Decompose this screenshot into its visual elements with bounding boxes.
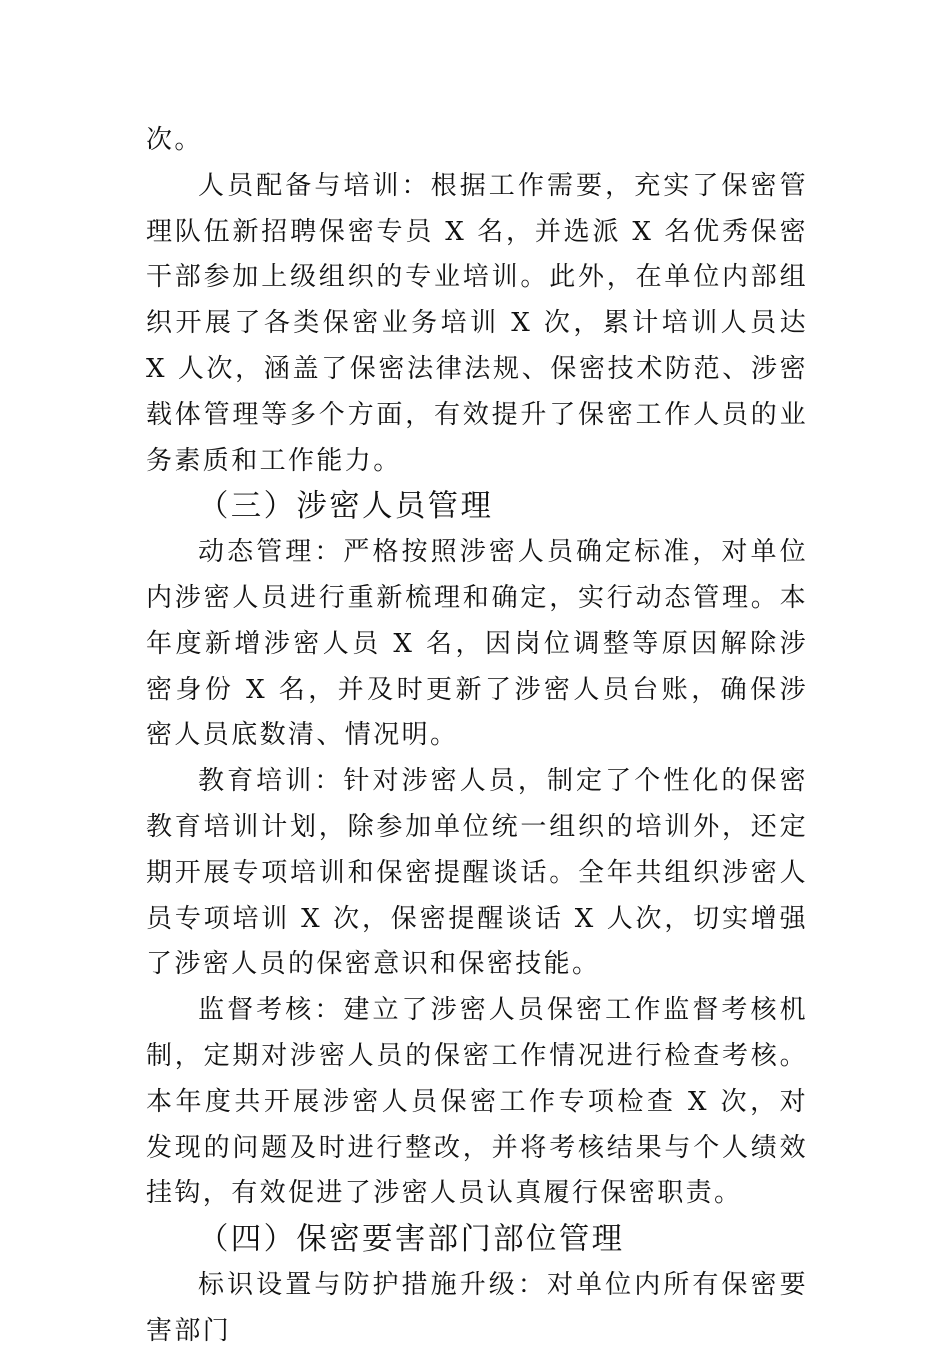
section-heading-key-departments: （四）保密要害部门部位管理 <box>198 1222 625 1258</box>
continued-paragraph: 次。 <box>146 125 203 155</box>
section-heading-classified-personnel: （三）涉密人员管理 <box>198 489 494 525</box>
document-body <box>146 118 808 1355</box>
paragraph-education-training: 教育培训：针对涉密人员，制定了个性化的保密教育培训计划，除参加单位统一组织的培训外，还定期开展专项培训和保密提醒谈话。全年共组织涉密人员专项培训 X 次，保密提醒谈话 X 人次，切实增强了涉密人员的保密意识和保密技能。 <box>146 766 808 980</box>
paragraph-supervision-assessment: 监督考核：建立了涉密人员保密工作监督考核机制，定期对涉密人员的保密工作情况进行检查考核。本年度共开展涉密人员保密工作专项检查 X 次，对发现的问题及时进行整改，并将考核结果与个人绩效挂钩，有效促进了涉密人员认真履行保密职责。 <box>146 995 808 1209</box>
paragraph-signage-protection: 标识设置与防护措施升级：对单位内所有保密要害部门 <box>146 1269 808 1346</box>
paragraph-dynamic-management: 动态管理：严格按照涉密人员确定标准，对单位内涉密人员进行重新梳理和确定，实行动态管理。本年度新增涉密人员 X 名，因岗位调整等原因解除涉密身份 X 名，并及时更新了涉密人员台账，确保涉密人员底数清、情况明。 <box>146 537 808 751</box>
paragraph-staffing-training: 人员配备与培训：根据工作需要，充实了保密管理队伍新招聘保密专员 X 名，并选派 X 名优秀保密干部参加上级组织的专业培训。此外，在单位内部组织开展了各类保密业务培训 X 次，累计培训人员达 X 人次，涵盖了保密法律法规、保密技术防范、涉密载体管理等多个方面，有效提升了保密工作人员的业务素质和工作能力。 <box>146 170 808 476</box>
